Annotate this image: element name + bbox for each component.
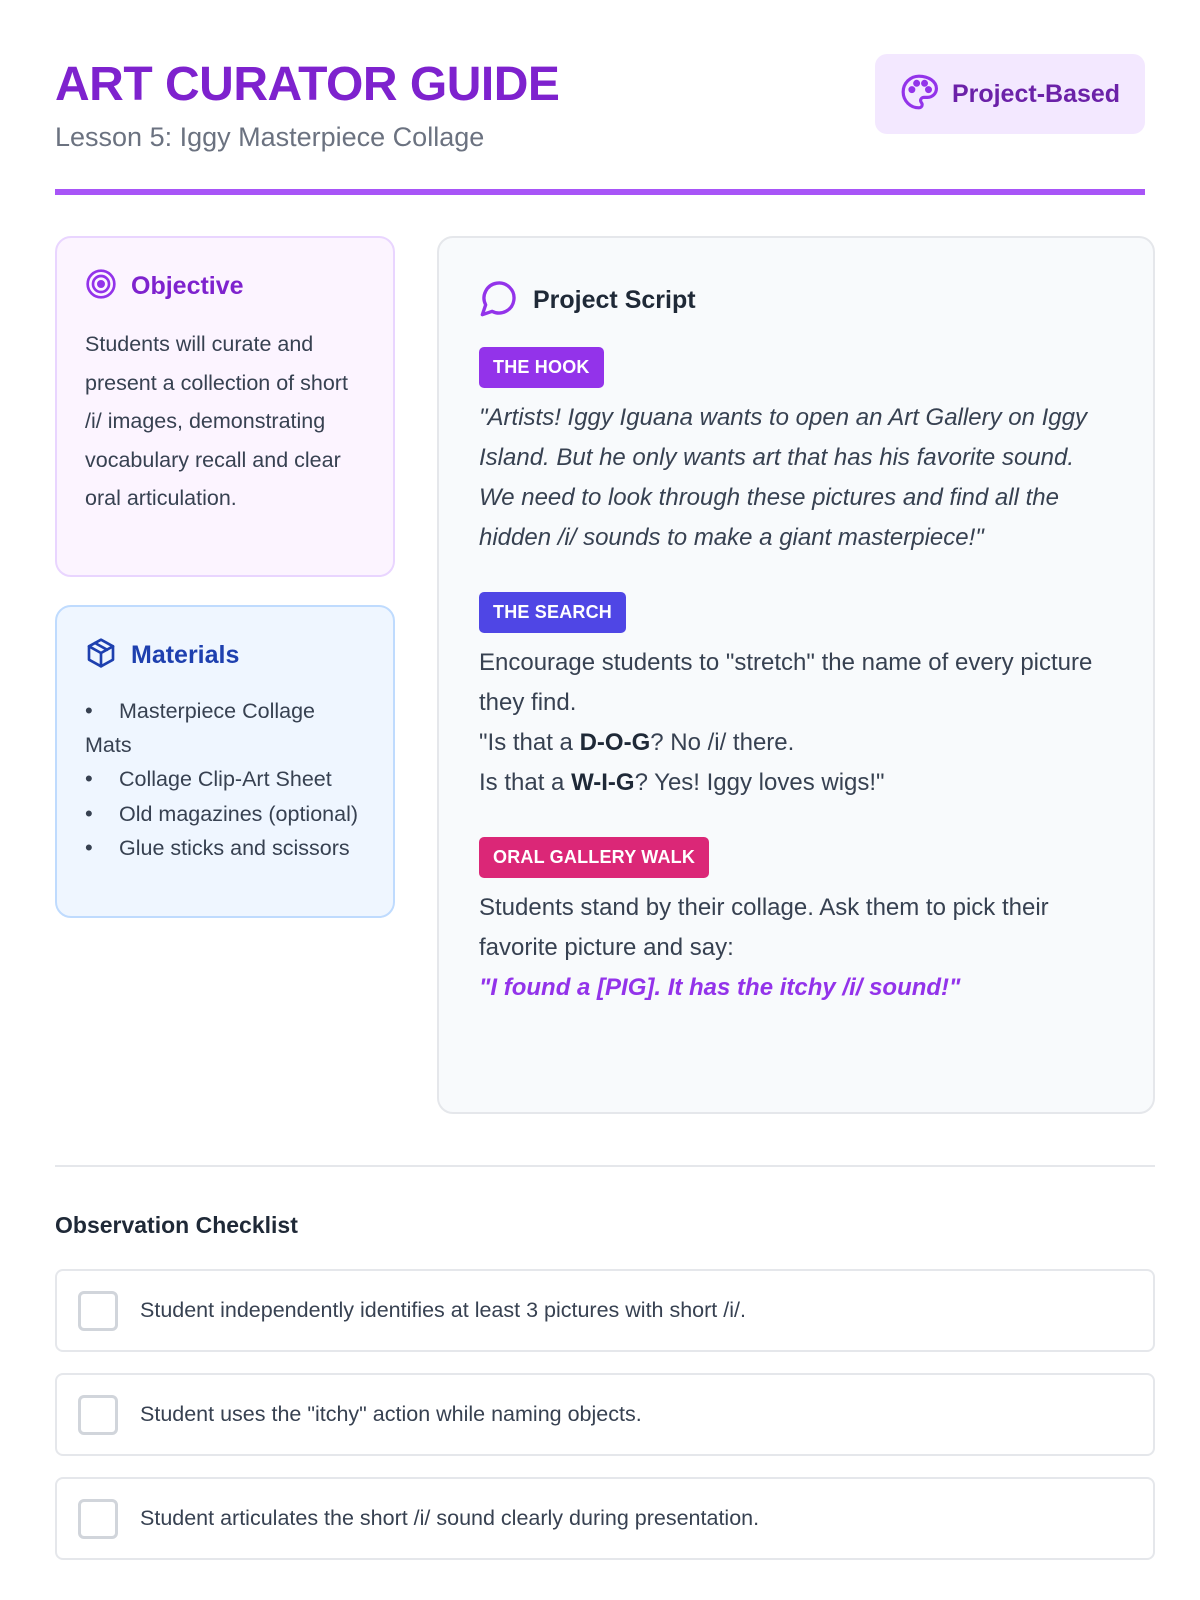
palette-icon (900, 73, 938, 116)
list-item: • Glue sticks and scissors (85, 831, 365, 866)
search-line2-pre: Is that a (479, 769, 572, 796)
checkbox[interactable] (78, 1395, 118, 1435)
materials-list (85, 694, 365, 866)
gallery-walk-text: Students stand by their collage. Ask them to pick their favorite picture and say: (479, 894, 1049, 961)
hook-text: "Artists! Iggy Iguana wants to open an Art Gallery on Iggy Island. But he only wants art that has his favorite sound. We need to look through these pictures and find all the hidden /i/ sounds to make a giant masterpiece!" (479, 404, 1087, 551)
search-word-dog: D-O-G (579, 729, 651, 756)
checklist-item-label: Student articulates the short /i/ sound clearly during presentation. (140, 1506, 760, 1530)
list-item: • Masterpiece Collage Mats (85, 694, 365, 762)
checklist-item-label: Student independently identifies at least 3 pictures with short /i/. (140, 1298, 746, 1322)
checklist-item-label: Student uses the "itchy" action while naming objects. (140, 1402, 642, 1426)
checklist-item[interactable] (55, 1373, 1155, 1456)
checklist-item[interactable] (55, 1269, 1155, 1352)
search-section (479, 592, 1113, 803)
materials-title: Materials (131, 641, 240, 669)
box-icon (85, 637, 117, 674)
chat-bubble-icon (479, 278, 519, 323)
objective-text: Students will curate and present a collection of short /i/ images, demonstrating vocabulary recall and clear oral articulation. (85, 332, 348, 510)
gallery-walk-quote: "I found a [PIG]. It has the itchy /i/ sound!" (479, 974, 961, 1001)
list-item: • Collage Clip-Art Sheet (85, 762, 365, 797)
search-line2-post: ? Yes! Iggy loves wigs!" (634, 769, 885, 796)
script-title: Project Script (533, 286, 696, 314)
search-word-wig: W-I-G (571, 769, 635, 796)
materials-card (55, 605, 395, 918)
header (55, 0, 1145, 195)
project-type-badge (875, 54, 1145, 134)
gallery-walk-tag: ORAL GALLERY WALK (479, 837, 709, 878)
checklist-item[interactable] (55, 1477, 1155, 1560)
project-script-card (437, 236, 1155, 1114)
search-text (479, 643, 1113, 803)
list-item: • Old magazines (optional) (85, 797, 365, 832)
badge-label: Project-Based (951, 79, 1121, 108)
checkbox[interactable] (78, 1499, 118, 1539)
page-title: ART CURATOR GUIDE (55, 58, 560, 111)
hook-tag: THE HOOK (479, 347, 604, 388)
search-intro: Encourage students to "stretch" the name of every picture they find. (479, 649, 1093, 716)
hook-section (479, 347, 1113, 558)
checklist-title: Observation Checklist (55, 1212, 298, 1238)
objective-title: Objective (131, 272, 244, 300)
section-divider (55, 1165, 1155, 1167)
target-icon (85, 268, 117, 305)
page-subtitle: Lesson 5: Iggy Masterpiece Collage (55, 122, 485, 152)
search-line1-post: ? No /i/ there. (650, 729, 795, 756)
search-line1-pre: "Is that a (479, 729, 580, 756)
search-tag: THE SEARCH (479, 592, 626, 633)
objective-card (55, 236, 395, 577)
gallery-walk-section (479, 837, 1113, 1008)
checkbox[interactable] (78, 1291, 118, 1331)
